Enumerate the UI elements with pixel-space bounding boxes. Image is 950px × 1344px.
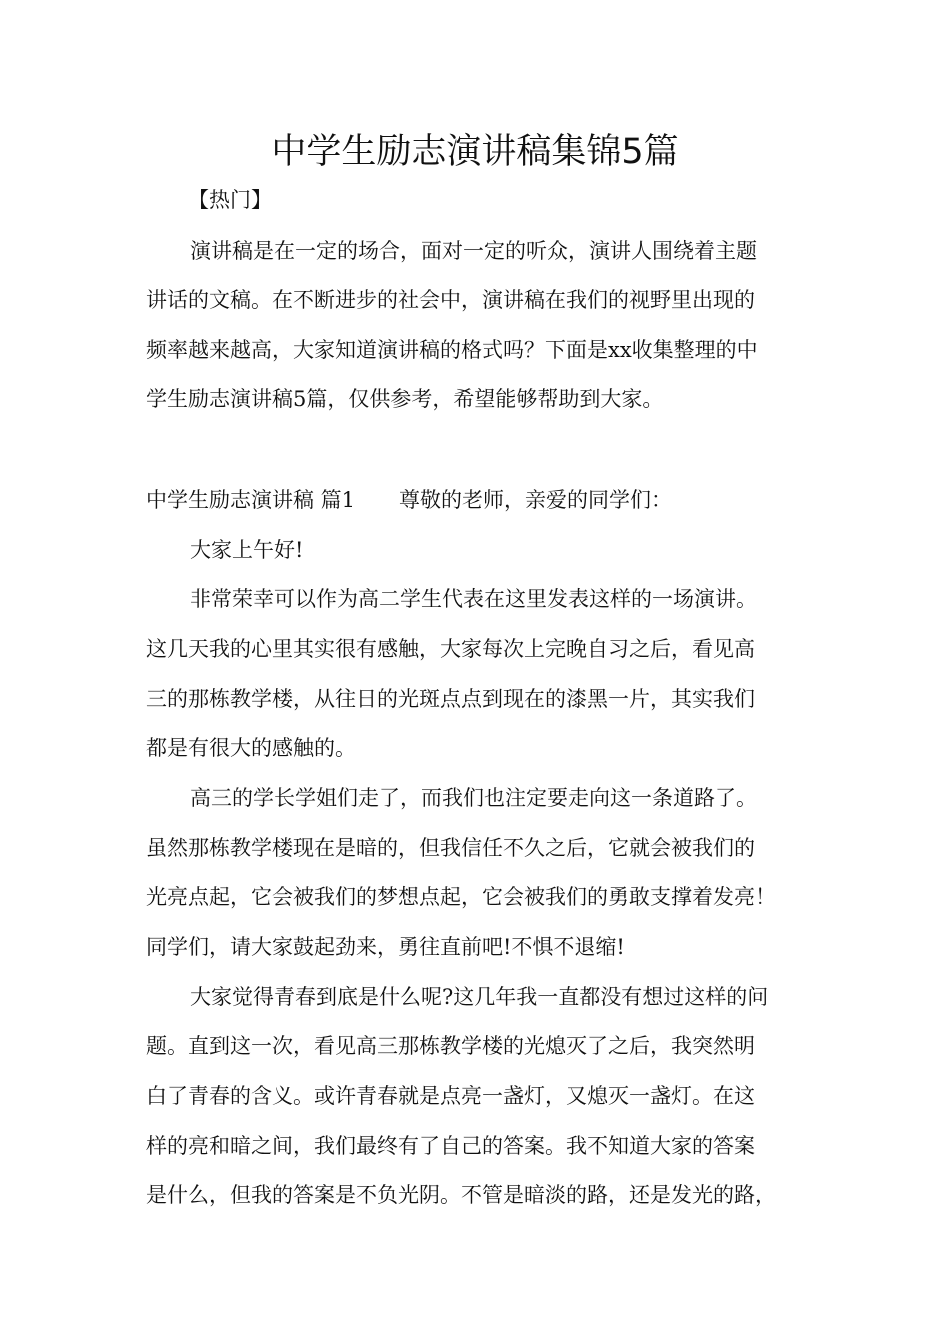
section-heading: 中学生励志演讲稿 篇1 [146,488,356,512]
paragraph-line: 是什么，但我的答案是不负光阴。不管是暗淡的路，还是发光的路， [146,1183,776,1207]
paragraph-line: 这几天我的心里其实很有感触，大家每次上完晚自习之后，看见高 [146,637,755,661]
paragraph-line: 样的亮和暗之间，我们最终有了自己的答案。我不知道大家的答案 [146,1134,755,1158]
paragraph-line: 题。直到这一次，看见高三那栋教学楼的光熄灭了之后，我突然明 [146,1034,755,1058]
paragraph-line: 白了青春的含义。或许青春就是点亮一盏灯，又熄灭一盏灯。在这 [146,1084,755,1108]
paragraph-line: 大家觉得青春到底是什么呢?这几年我一直都没有想过这样的问 [190,985,769,1009]
paragraph-line: 三的那栋教学楼，从往日的光斑点点到现在的漆黑一片，其实我们 [146,687,755,711]
paragraph-line: 同学们，请大家鼓起劲来，勇往直前吧!不惧不退缩! [146,935,625,959]
paragraph-line: 光亮点起，它会被我们的梦想点起，它会被我们的勇敢支撑着发亮！ [146,885,776,909]
paragraph-line: 非常荣幸可以作为高二学生代表在这里发表这样的一场演讲。 [190,587,757,611]
intro-line: 学生励志演讲稿5篇，仅供参考，希望能够帮助到大家。 [146,387,664,411]
intro-line: 讲话的文稿。在不断进步的社会中，演讲稿在我们的视野里出现的 [146,288,755,312]
paragraph-line: 虽然那栋教学楼现在是暗的，但我信任不久之后，它就会被我们的 [146,836,755,860]
paragraph-line: 高三的学长学姐们走了，而我们也注定要走向这一条道路了。 [190,786,757,810]
intro-line: 频率越来越高，大家知道演讲稿的格式吗？下面是xx收集整理的中 [146,338,758,362]
hot-tag: 【热门】 [188,188,272,212]
salutation: 尊敬的老师，亲爱的同学们： [399,488,673,512]
document-title: 中学生励志演讲稿集锦5篇 [271,132,679,172]
section-heading-line [146,485,836,515]
paragraph-line: 都是有很大的感触的。 [146,736,356,760]
intro-line: 演讲稿是在一定的场合，面对一定的听众，演讲人围绕着主题 [190,239,757,263]
greeting: 大家上午好! [190,538,304,562]
